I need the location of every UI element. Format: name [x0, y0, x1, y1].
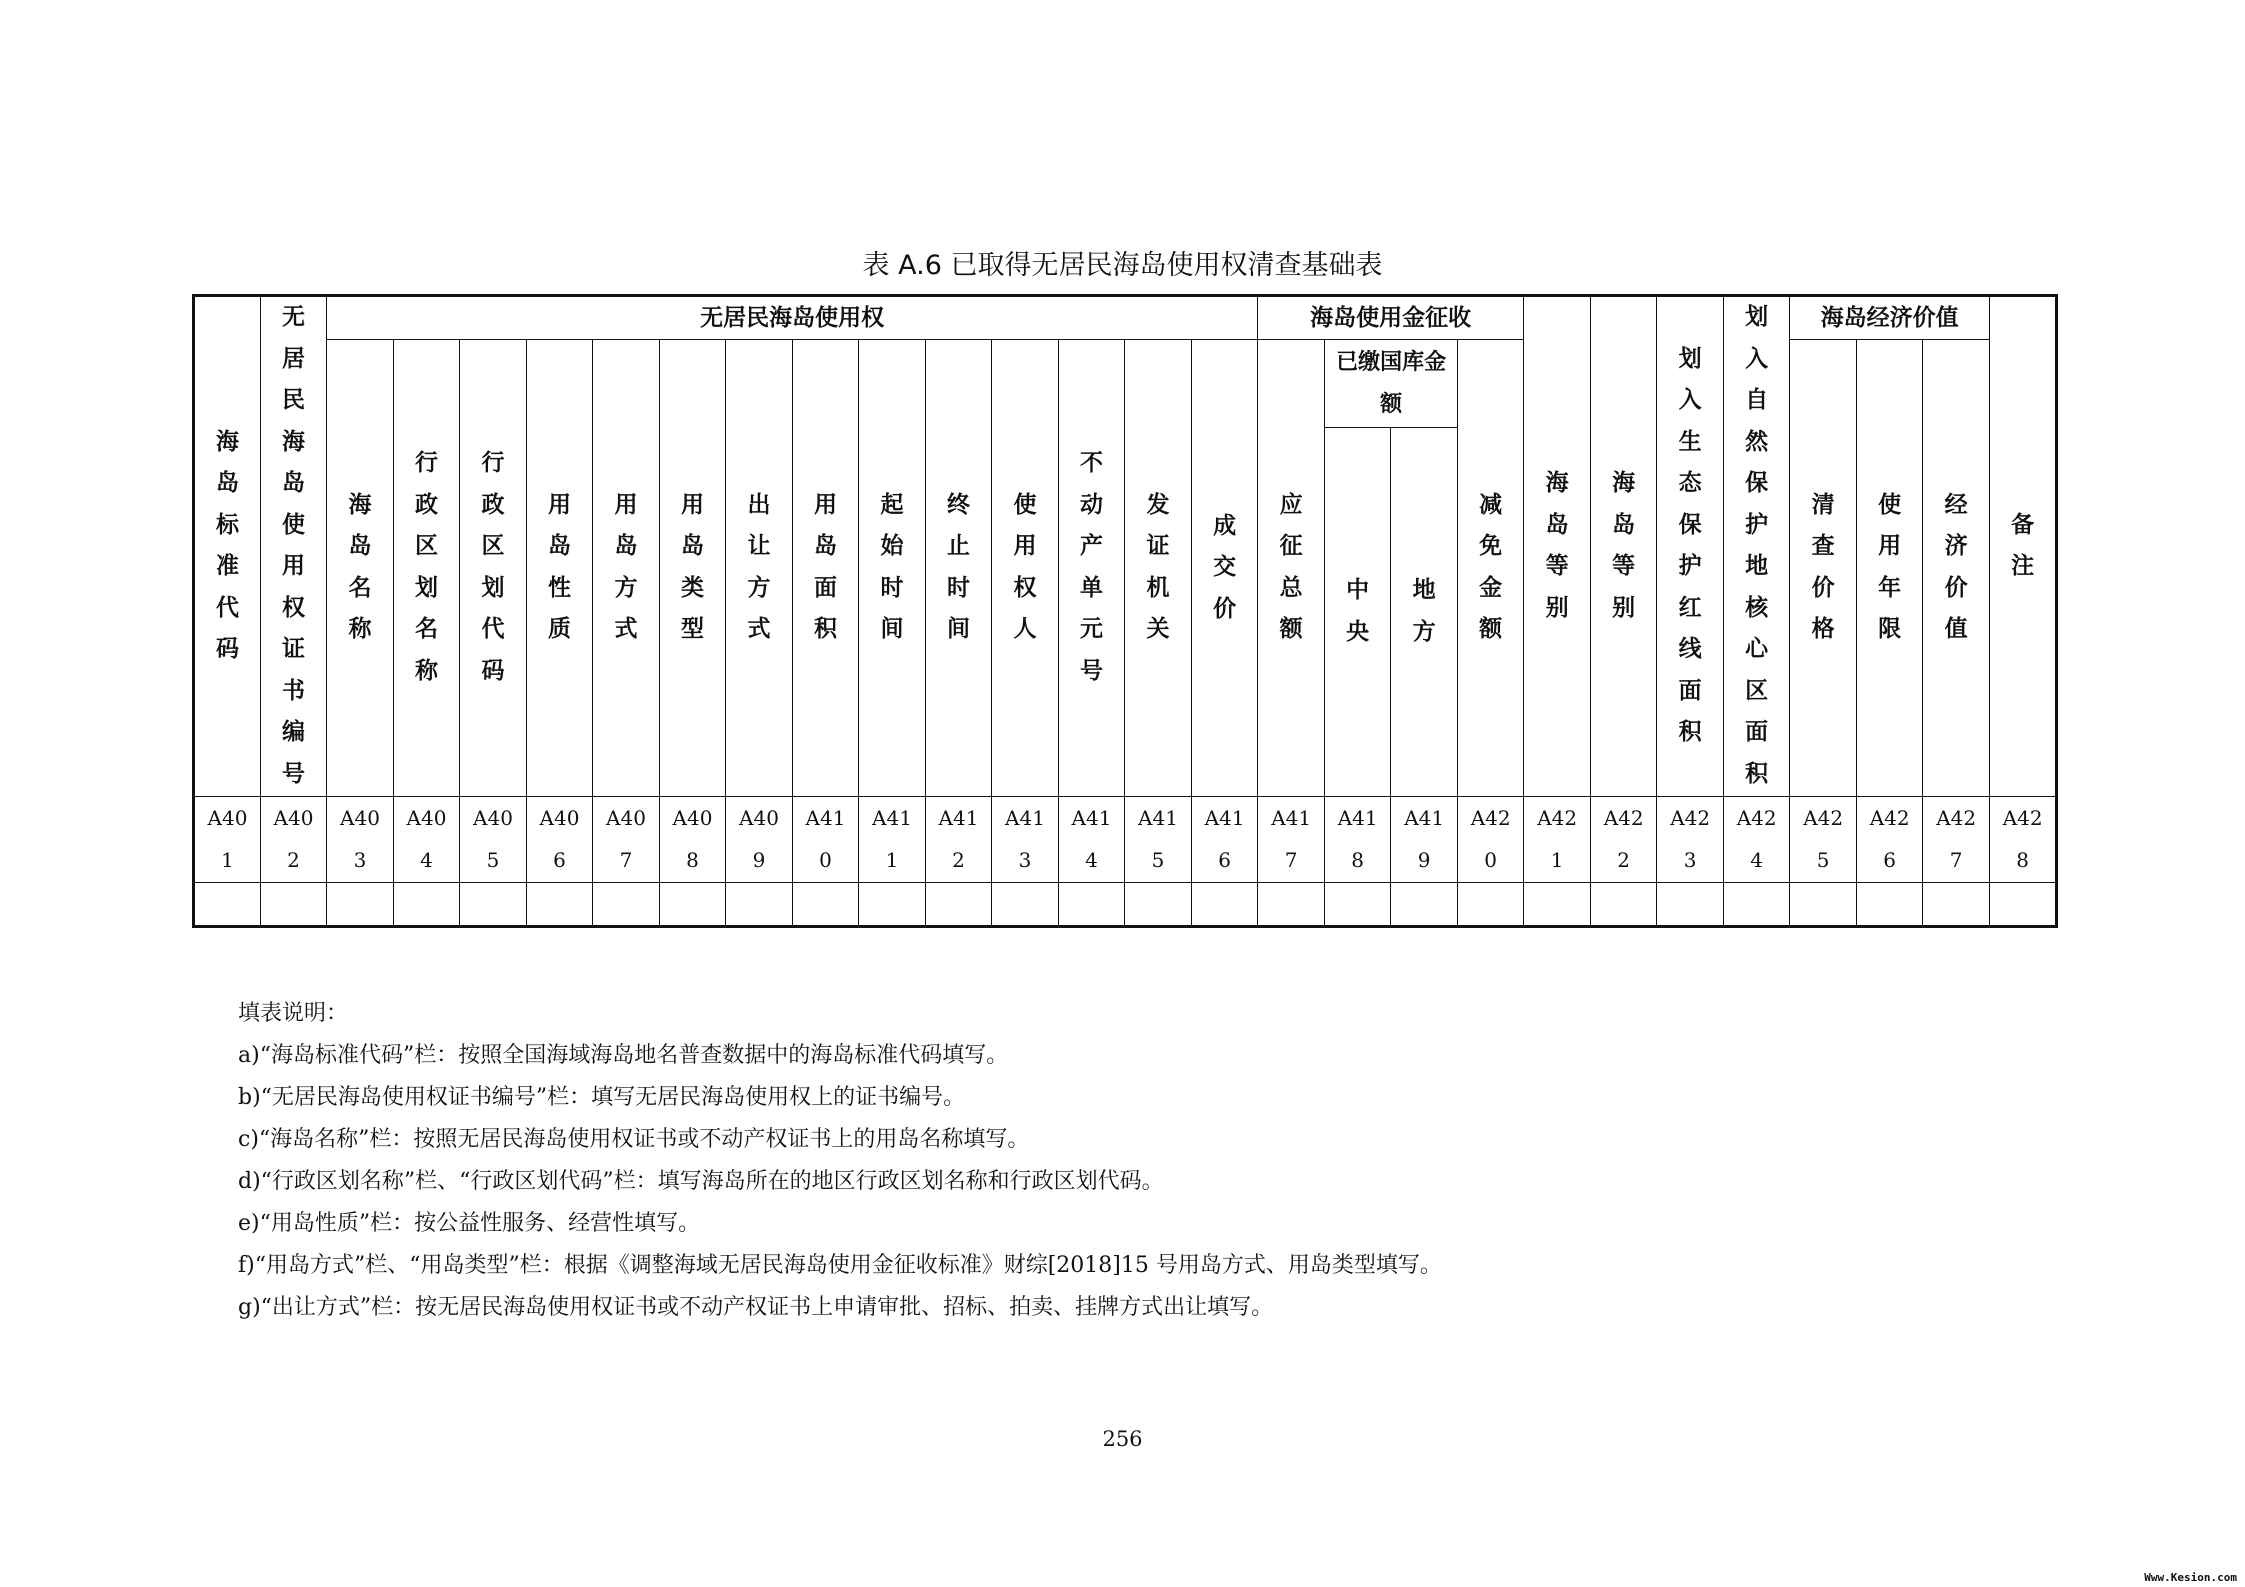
group-header-paid-amount: 已缴国库金额: [1325, 340, 1458, 428]
header-certificate-number: 无居民海岛使用权证书编号: [261, 296, 327, 797]
column-code-cell: [1591, 796, 1657, 882]
data-cell[interactable]: [1790, 882, 1857, 926]
code-row: [194, 796, 2057, 882]
column-code-cell: [1857, 796, 1923, 882]
header-island-grade-1: 海岛等别: [1524, 296, 1591, 797]
data-cell[interactable]: [327, 882, 394, 926]
column-code-cell: [859, 796, 926, 882]
header-central: 中央: [1325, 428, 1391, 797]
header-local: 地方: [1391, 428, 1458, 797]
column-code-cell: [593, 796, 660, 882]
header-transfer-mode: 出让方式: [726, 340, 793, 797]
header-property-unit-number: 不动产单元号: [1059, 340, 1125, 797]
column-code-cell: [1192, 796, 1258, 882]
data-cell[interactable]: [1857, 882, 1923, 926]
column-code-cell: [1458, 796, 1524, 882]
header-eco-redline-area: 划入生态保护红线面积: [1657, 296, 1724, 797]
data-cell[interactable]: [394, 882, 460, 926]
inventory-table: [192, 294, 2058, 928]
column-code-cell: [1391, 796, 1458, 882]
header-exemption-amount: 减免金额: [1458, 340, 1524, 797]
column-code-cell: [527, 796, 593, 882]
column-code-cell: [327, 796, 394, 882]
note-item: c)“海岛名称”栏：按照无居民海岛使用权证书或不动产权证书上的用岛名称填写。: [238, 1127, 1030, 1152]
column-code: A427: [1936, 806, 1977, 873]
data-cell[interactable]: [460, 882, 527, 926]
data-cell[interactable]: [1657, 882, 1724, 926]
column-code-cell: [660, 796, 726, 882]
header-island-name: 海岛名称: [327, 340, 394, 797]
column-code: A415: [1138, 806, 1178, 873]
note-item: e)“用岛性质”栏：按公益性服务、经营性填写。: [238, 1211, 701, 1236]
header-island-code: 海岛标准代码: [194, 296, 261, 797]
column-code-cell: [992, 796, 1059, 882]
column-code: A426: [1869, 806, 1910, 873]
data-cell[interactable]: [1391, 882, 1458, 926]
column-code-cell: [1923, 796, 1990, 882]
column-code-cell: [926, 796, 992, 882]
column-code: A428: [2002, 806, 2043, 873]
header-use-nature: 用岛性质: [527, 340, 593, 797]
data-cell[interactable]: [194, 882, 261, 926]
column-code-cell: [1059, 796, 1125, 882]
column-code: A407: [606, 806, 646, 873]
column-code: A406: [539, 806, 580, 873]
data-cell[interactable]: [1125, 882, 1192, 926]
header-admin-name: 行政区划名称: [394, 340, 460, 797]
data-cell[interactable]: [1524, 882, 1591, 926]
data-cell[interactable]: [660, 882, 726, 926]
note-item: f)“用岛方式”栏、“用岛类型”栏：根据《调整海域无居民海岛使用金征收标准》财综[2018]15 号用岛方式、用岛类型填写。: [238, 1253, 1442, 1278]
data-cell[interactable]: [261, 882, 327, 926]
header-remarks: 备注: [1990, 296, 2057, 797]
column-code: A422: [1603, 806, 1644, 873]
column-code: A412: [938, 806, 979, 873]
header-use-type: 用岛类型: [660, 340, 726, 797]
data-cell[interactable]: [593, 882, 660, 926]
header-start-time: 起始时间: [859, 340, 926, 797]
column-code: A424: [1736, 806, 1777, 873]
data-cell[interactable]: [1591, 882, 1657, 926]
column-code: A419: [1404, 806, 1445, 873]
note-item: b)“无居民海岛使用权证书编号”栏：填写无居民海岛使用权上的证书编号。: [238, 1085, 966, 1110]
page-number: 256: [1102, 1427, 1143, 1451]
note-item: d)“行政区划名称”栏、“行政区划代码”栏：填写海岛所在的地区行政区划名称和行政区划代码。: [238, 1169, 1164, 1194]
column-code: A411: [872, 806, 912, 873]
header-transaction-price: 成交价: [1192, 340, 1258, 797]
header-nature-reserve-area: 划入自然保护地核心区面积: [1724, 296, 1790, 797]
page-title: 表 A.6 已取得无居民海岛使用权清查基础表: [862, 250, 1383, 281]
group-header-levy: 海岛使用金征收: [1258, 296, 1524, 340]
column-code: A404: [406, 806, 447, 873]
column-code: A417: [1271, 806, 1312, 873]
header-inventory-price: 清查价格: [1790, 340, 1857, 797]
data-cell[interactable]: [992, 882, 1059, 926]
header-admin-code: 行政区划代码: [460, 340, 527, 797]
note-item: g)“出让方式”栏：按无居民海岛使用权证书或不动产权证书上申请审批、招标、拍卖、挂牌方式出让填写。: [238, 1295, 1274, 1320]
note-item: a)“海岛标准代码”栏：按照全国海域海岛地名普查数据中的海岛标准代码填写。: [238, 1043, 1009, 1068]
header-use-area: 用岛面积: [793, 340, 859, 797]
column-code: A414: [1071, 806, 1112, 873]
column-code: A409: [739, 806, 779, 873]
group-header-use-right: 无居民海岛使用权: [327, 296, 1258, 340]
data-cell[interactable]: [859, 882, 926, 926]
header-right-holder: 使用权人: [992, 340, 1059, 797]
column-code: A410: [805, 806, 846, 873]
data-cell[interactable]: [527, 882, 593, 926]
column-code-cell: [1325, 796, 1391, 882]
column-code: A401: [207, 806, 248, 873]
column-code-cell: [1790, 796, 1857, 882]
column-code: A413: [1005, 806, 1045, 873]
data-cell[interactable]: [793, 882, 859, 926]
header-use-years: 使用年限: [1857, 340, 1923, 797]
data-cell[interactable]: [1059, 882, 1125, 926]
data-cell[interactable]: [1192, 882, 1258, 926]
column-code: A402: [273, 806, 314, 873]
data-cell[interactable]: [1458, 882, 1524, 926]
data-cell[interactable]: [1258, 882, 1325, 926]
column-code-cell: [1724, 796, 1790, 882]
column-code: A423: [1670, 806, 1711, 873]
column-code-cell: [726, 796, 793, 882]
column-code: A408: [672, 806, 713, 873]
column-code: A425: [1803, 806, 1844, 873]
column-code: A421: [1537, 806, 1578, 873]
header-island-grade-2: 海岛等别: [1591, 296, 1657, 797]
column-code-cell: [261, 796, 327, 882]
header-economic-value: 经济价值: [1923, 340, 1990, 797]
column-code: A418: [1337, 806, 1378, 873]
column-code-cell: [1258, 796, 1325, 882]
blank-data-row: [194, 882, 2057, 926]
column-code: A416: [1204, 806, 1245, 873]
data-cell[interactable]: [926, 882, 992, 926]
data-cell[interactable]: [1990, 882, 2057, 926]
header-end-time: 终止时间: [926, 340, 992, 797]
column-code: A403: [340, 806, 380, 873]
column-code-cell: [394, 796, 460, 882]
header-issuing-authority: 发证机关: [1125, 340, 1192, 797]
notes-heading: 填表说明：: [238, 1001, 349, 1026]
site-watermark: Www.Kesion.com: [2144, 1571, 2237, 1584]
column-code-cell: [793, 796, 859, 882]
column-code-cell: [1657, 796, 1724, 882]
filling-instructions: [238, 993, 2038, 1329]
header-use-mode: 用岛方式: [593, 340, 660, 797]
data-cell[interactable]: [1923, 882, 1990, 926]
data-cell[interactable]: [726, 882, 793, 926]
column-code-cell: [460, 796, 527, 882]
header-total-levy: 应征总额: [1258, 340, 1325, 797]
column-code: A420: [1470, 806, 1511, 873]
column-code-cell: [1524, 796, 1591, 882]
column-code: A405: [473, 806, 513, 873]
data-cell[interactable]: [1724, 882, 1790, 926]
column-code-cell: [1125, 796, 1192, 882]
group-header-econ-value: 海岛经济价值: [1790, 296, 1990, 340]
data-cell[interactable]: [1325, 882, 1391, 926]
column-code-cell: [1990, 796, 2057, 882]
column-code-cell: [194, 796, 261, 882]
